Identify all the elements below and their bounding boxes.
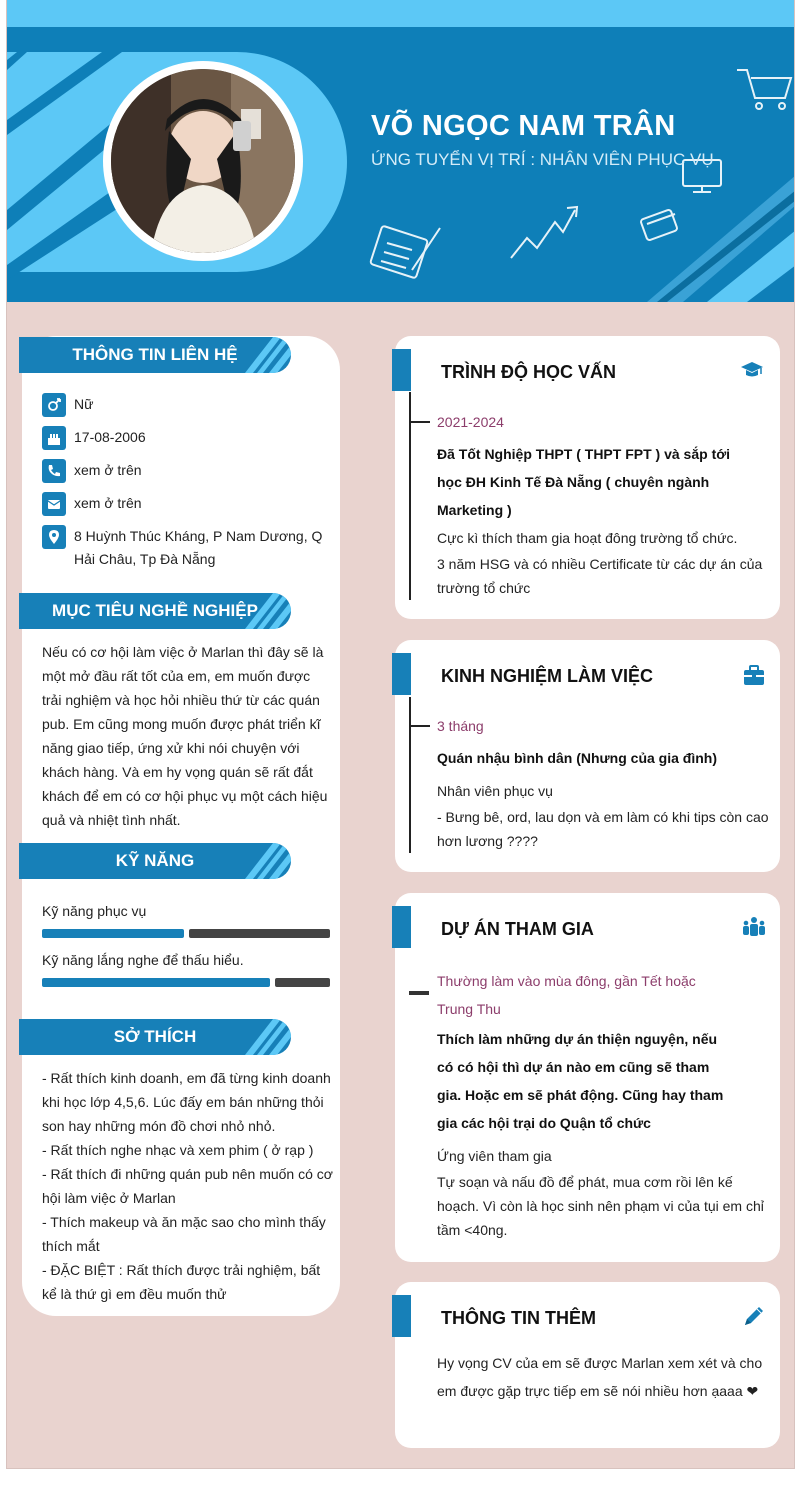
education-title: TRÌNH ĐỘ HỌC VẤN <box>441 362 616 382</box>
contact-address-text: 8 Huỳnh Thúc Kháng, P Nam Dương, Q Hải Châu, Tp Đà Nẵng <box>74 528 323 567</box>
projects-name: Thích làm những dự án thiện nguyện, nếu có có hội thì dự án nào em cũng sẽ tham gia. Hoặc em sẽ phát động. Cũng hay tham gia các hội trại do Quận tổ chức <box>437 1031 724 1131</box>
skill-bar-fill <box>42 978 270 987</box>
skill-bar-remaining <box>275 978 330 987</box>
timeline-line <box>409 697 411 853</box>
projects-desc: Tự soạn và nấu đồ để phát, mua cơm rồi lên kế hoạch. Vì còn là học sinh nên phạm vi của tụi em chỉ tầm <40ng. <box>437 1174 764 1238</box>
hobbies-list <box>42 1066 334 1306</box>
education-desc-2: 3 năm HSG và có nhiều Certificate từ các dự án của trường tổ chức <box>437 556 763 596</box>
location-pin-icon <box>42 525 66 549</box>
mail-icon <box>42 492 66 516</box>
skill-label: Kỹ năng phục vụ <box>42 903 147 919</box>
experience-desc: - Bưng bê, ord, lau dọn và em làm có khi tips còn cao hơn lương ???? <box>437 809 769 849</box>
objective-title: MỤC TIÊU NGHỀ NGHIỆP <box>52 601 258 620</box>
header-banner <box>7 0 795 302</box>
timeline-tick <box>409 725 430 727</box>
timeline-tick <box>409 991 429 995</box>
experience-position: Nhân viên phục vụ <box>437 783 553 799</box>
timeline-tick <box>409 421 430 423</box>
briefcase-icon <box>742 664 766 688</box>
education-date: 2021-2024 <box>437 414 504 430</box>
timeline-line <box>409 392 411 600</box>
contact-email-text: xem ở trên <box>74 495 142 511</box>
graduation-cap-icon <box>740 358 764 382</box>
contact-phone <box>42 459 324 483</box>
skill-bar <box>42 929 330 938</box>
experience-tab <box>392 653 411 695</box>
skills-title: KỸ NĂNG <box>115 851 195 870</box>
projects-tab <box>392 906 411 948</box>
cv-page <box>6 0 795 1469</box>
extra-tab <box>392 1295 411 1337</box>
section-header-contact <box>19 337 291 373</box>
candidate-role: ỨNG TUYỂN VỊ TRÍ : NHÂN VIÊN PHỤC VỤ <box>371 150 714 169</box>
candidate-name: VÕ NGỌC NAM TRÂN <box>371 110 676 142</box>
experience-date: 3 tháng <box>437 718 484 734</box>
hobby-item: - Thích makeup và ăn mặc sao cho mình thấy thích mắt <box>42 1214 326 1254</box>
hobby-item: - Rất thích kinh doanh, em đã từng kinh doanh khi học lớp 4,5,6. Lúc đấy em bán những thỏi son hay những món đồ chơi nhỏ nhỏ. <box>42 1070 331 1134</box>
contact-birthday <box>42 426 324 450</box>
education-desc-1: Cực kì thích tham gia hoạt đông trường tổ chức. <box>437 530 738 546</box>
experience-title: KINH NGHIỆM LÀM VIỆC <box>441 666 654 686</box>
hobby-item: - Rất thích đi những quán pub nên muốn có cơ hội làm việc ở Marlan <box>42 1166 333 1206</box>
contact-phone-text: xem ở trên <box>74 462 142 478</box>
hobbies-title: SỞ THÍCH <box>113 1027 197 1046</box>
contact-birthday-text: 17-08-2006 <box>74 429 146 445</box>
phone-icon <box>42 459 66 483</box>
birthday-cake-icon <box>42 426 66 450</box>
extra-title: THÔNG TIN THÊM <box>441 1308 596 1328</box>
header-stripes-icon <box>231 593 291 629</box>
extra-text: Hy vọng CV của em sẽ được Marlan xem xét và cho em được gặp trực tiếp em sẽ nói nhiều hơn ạaaa ❤ <box>437 1355 763 1399</box>
section-header-objective <box>19 593 291 629</box>
education-school: Đã Tốt Nghiệp THPT ( THPT FPT ) và sắp tới học ĐH Kinh Tế Đà Nẵng ( chuyên ngành Marketing ) <box>437 446 731 518</box>
experience-company: Quán nhậu bình dân (Nhưng của gia đình) <box>437 750 718 766</box>
section-header-hobbies <box>19 1019 291 1055</box>
skill-bar-remaining <box>189 929 330 938</box>
avatar-photo-icon <box>111 69 295 253</box>
header-stripes-icon <box>231 337 291 373</box>
hobby-item: - Rất thích nghe nhạc và xem phim ( ở rạp ) <box>42 1142 314 1158</box>
projects-title: DỰ ÁN THAM GIA <box>441 919 594 939</box>
header-stripes-icon <box>231 843 291 879</box>
projects-date: Thường làm vào mùa đông, gần Tết hoặc Trung Thu <box>437 973 696 1017</box>
skill-label: Kỹ năng lắng nghe để thấu hiểu. <box>42 952 244 968</box>
skill-bar-fill <box>42 929 184 938</box>
gender-icon <box>42 393 66 417</box>
header-stripes-icon <box>231 1019 291 1055</box>
group-icon <box>742 915 766 939</box>
contact-email <box>42 492 324 516</box>
pencil-icon <box>741 1303 765 1327</box>
education-tab <box>392 349 411 391</box>
section-header-skills <box>19 843 291 879</box>
contact-gender-text: Nữ <box>74 396 94 412</box>
objective-text: Nếu có cơ hội làm việc ở Marlan thì đây sẽ là một mở đầu rất tốt của em, em muốn được trải nghiệm và học hỏi nhiều thứ từ các quán pub. Em cũng mong muốn được phát triển kĩ năng giao tiếp, ứng xử khi nói chuyện với khách hàng. Và em hy vọng quán sẽ rất đắt khách để em có cơ hội phục vụ một cách hiệu quả và nhiệt tình nhất. <box>42 644 328 828</box>
avatar <box>111 69 295 253</box>
contact-address <box>42 525 324 571</box>
skill-bar <box>42 978 330 987</box>
contact-gender <box>42 393 324 417</box>
hobby-item: - ĐẶC BIỆT : Rất thích được trải nghiệm, bất kể là thứ gì em đều muốn thử <box>42 1262 321 1302</box>
contact-title: THÔNG TIN LIÊN HỆ <box>72 345 238 364</box>
projects-role: Ứng viên tham gia <box>437 1148 552 1164</box>
